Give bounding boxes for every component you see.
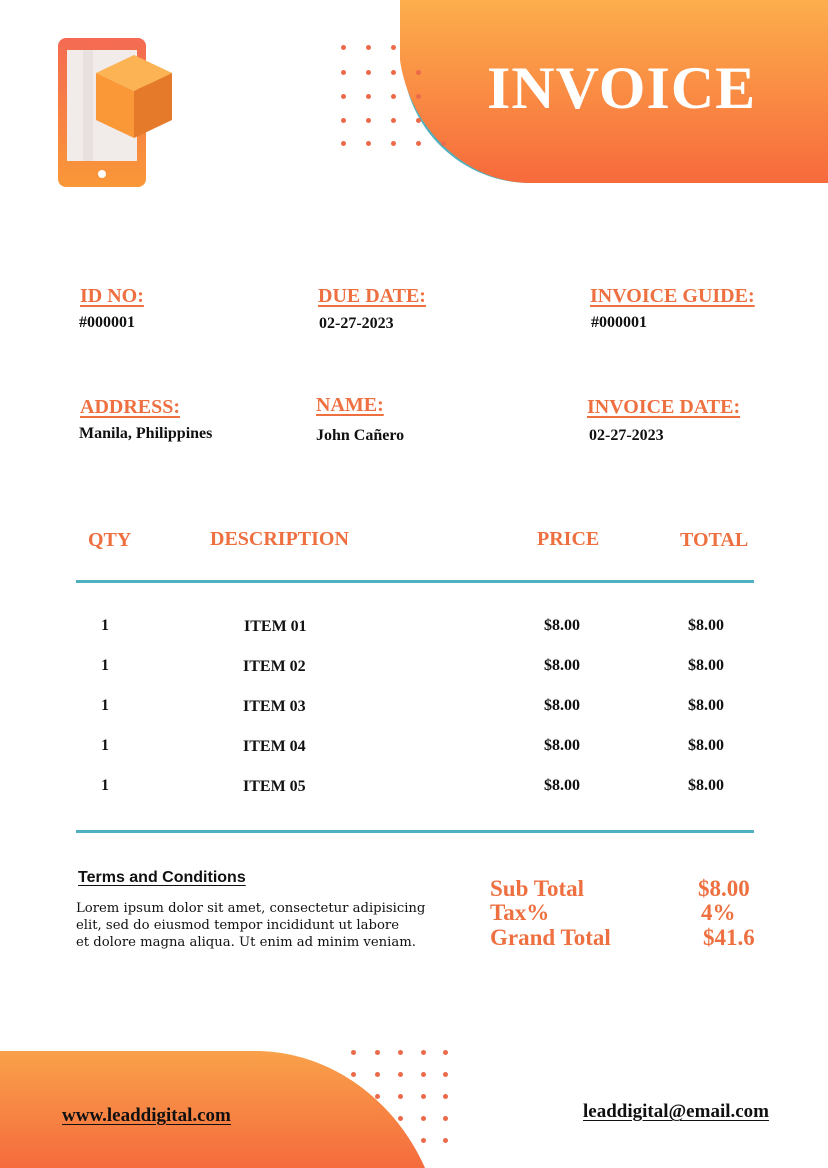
subtotal-value: $8.00 [698,876,750,901]
row-total: $8.00 [688,657,724,674]
row-description: ITEM 03 [243,698,306,715]
row-qty: 1 [101,617,109,634]
row-description: ITEM 04 [243,738,306,755]
row-qty: 1 [101,777,109,794]
invoice-title: INVOICE [487,55,757,121]
column-header-qty: QTY [88,529,132,551]
tax-value: 4% [701,900,736,925]
subtotal-label: Sub Total [490,876,584,901]
grand-total-label: Grand Total [490,925,611,950]
id-value: #000001 [79,314,135,331]
row-qty: 1 [101,657,109,674]
due-date-label: DUE DATE: [318,285,426,307]
id-label: ID NO: [80,285,144,307]
row-price: $8.00 [544,737,580,754]
column-header-total: TOTAL [680,529,749,551]
terms-line: et dolore magna aliqua. Ut enim ad minim veniam. [76,935,416,950]
row-description: ITEM 02 [243,658,306,675]
address-value: Manila, Philippines [79,425,213,442]
invoice-guide-label: INVOICE GUIDE: [590,285,755,307]
row-qty: 1 [101,697,109,714]
row-description: ITEM 01 [244,618,307,635]
row-price: $8.00 [544,777,580,794]
terms-line: elit, sed do eiusmod tempor incididunt ut labore [76,918,399,933]
row-total: $8.00 [688,777,724,794]
terms-line: Lorem ipsum dolor sit amet, consectetur adipisicing [76,901,426,916]
row-description: ITEM 05 [243,778,306,795]
row-total: $8.00 [688,737,724,754]
row-price: $8.00 [544,657,580,674]
column-header-description: DESCRIPTION [210,528,349,550]
grand-total-value: $41.6 [703,925,755,950]
row-price: $8.00 [544,697,580,714]
email-link[interactable]: leaddigital@email.com [583,1101,770,1122]
row-price: $8.00 [544,617,580,634]
name-label: NAME: [316,394,384,416]
name-value: John Cañero [316,427,405,444]
website-link[interactable]: www.leaddigital.com [62,1105,231,1126]
row-total: $8.00 [688,617,724,634]
due-date-value: 02-27-2023 [319,315,394,332]
row-total: $8.00 [688,697,724,714]
column-header-price: PRICE [537,528,600,550]
terms-title: Terms and Conditions [78,869,246,886]
tax-label: Tax% [490,900,550,925]
address-label: ADDRESS: [80,396,181,418]
invoice-date-value: 02-27-2023 [589,427,664,444]
row-qty: 1 [101,737,109,754]
invoice-guide-value: #000001 [591,314,647,331]
invoice-date-label: INVOICE DATE: [587,396,741,418]
